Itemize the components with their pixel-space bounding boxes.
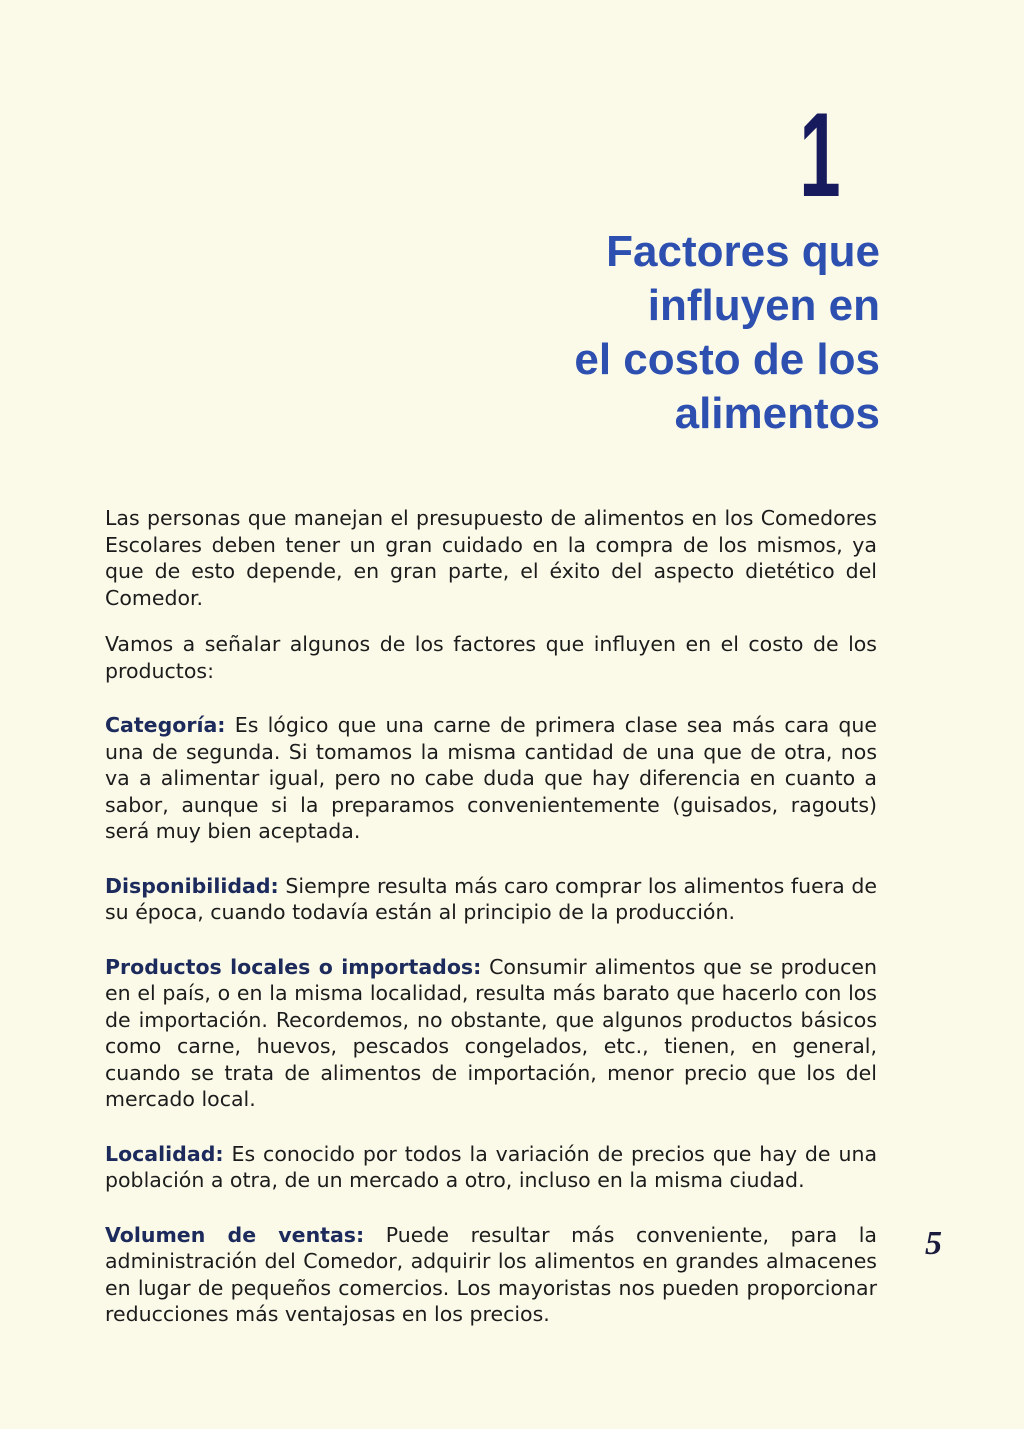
lead-paragraph: Vamos a señalar algunos de los factores que influyen en el costo de los productos:: [105, 632, 877, 683]
factor-term: Productos locales o importados:: [105, 954, 482, 979]
factor-text: Consumir alimentos que se producen en el país, o en la misma localidad, resulta más barato que hacerlo con los de importación. Recordemos, no obstante, que algunos productos básicos como carne, huevos, pescados congelados, etc., tienen, en general, cuando se trata de alimentos de importación, menor precio que los del mercado local.: [105, 954, 878, 1111]
chapter-title-line-2: el costo de los alimentos: [574, 335, 880, 438]
factor-productos: [105, 954, 877, 1113]
chapter-title: [480, 225, 880, 441]
factor-disponibilidad: [105, 873, 877, 926]
factor-volumen: [105, 1222, 877, 1328]
intro-paragraph: Las personas que manejan el presupuesto de alimentos en los Comedores Escolares deben tener un gran cuidado en la compra de los mismos, ya que de esto depende, en gran parte, el éxito del aspecto dietético del Comedor.: [105, 506, 877, 610]
factor-term: Volumen de ventas:: [105, 1222, 365, 1247]
factor-term: Categoría:: [105, 713, 226, 737]
chapter-title-line-1: Factores que influyen en: [606, 227, 880, 330]
page-number: 5: [925, 1225, 942, 1262]
factor-text: Siempre resulta más caro comprar los alimentos fuera de su época, cuando todavía están al principio de la producción.: [105, 873, 877, 924]
body-text: [105, 505, 877, 1356]
factor-text: Es lógico que una carne de primera clase sea más cara que una de segunda. Si tomamos la misma cantidad de una que de otra, nos va a alimentar igual, pero no cabe duda que hay diferencia en cuanto a sabor, aunque si la preparamos convenientemente (guisados, ragouts) será muy bien aceptada.: [105, 713, 877, 843]
factor-term: Localidad:: [105, 1141, 224, 1166]
factor-localidad: [105, 1141, 877, 1194]
factor-categoria: [105, 712, 877, 845]
chapter-number: 1: [799, 88, 841, 222]
factor-text: Es conocido por todos la variación de precios que hay de una población a otra, de un mercado a otro, incluso en la misma ciudad.: [105, 1141, 877, 1192]
factor-text: Puede resultar más conveniente, para la administración del Comedor, adquirir los alimentos en grandes almacenes en lugar de pequeños comercios. Los mayoristas nos pueden proporcionar reducciones más ventajosas en los precios.: [105, 1222, 877, 1326]
factor-term: Disponibilidad:: [105, 873, 279, 898]
